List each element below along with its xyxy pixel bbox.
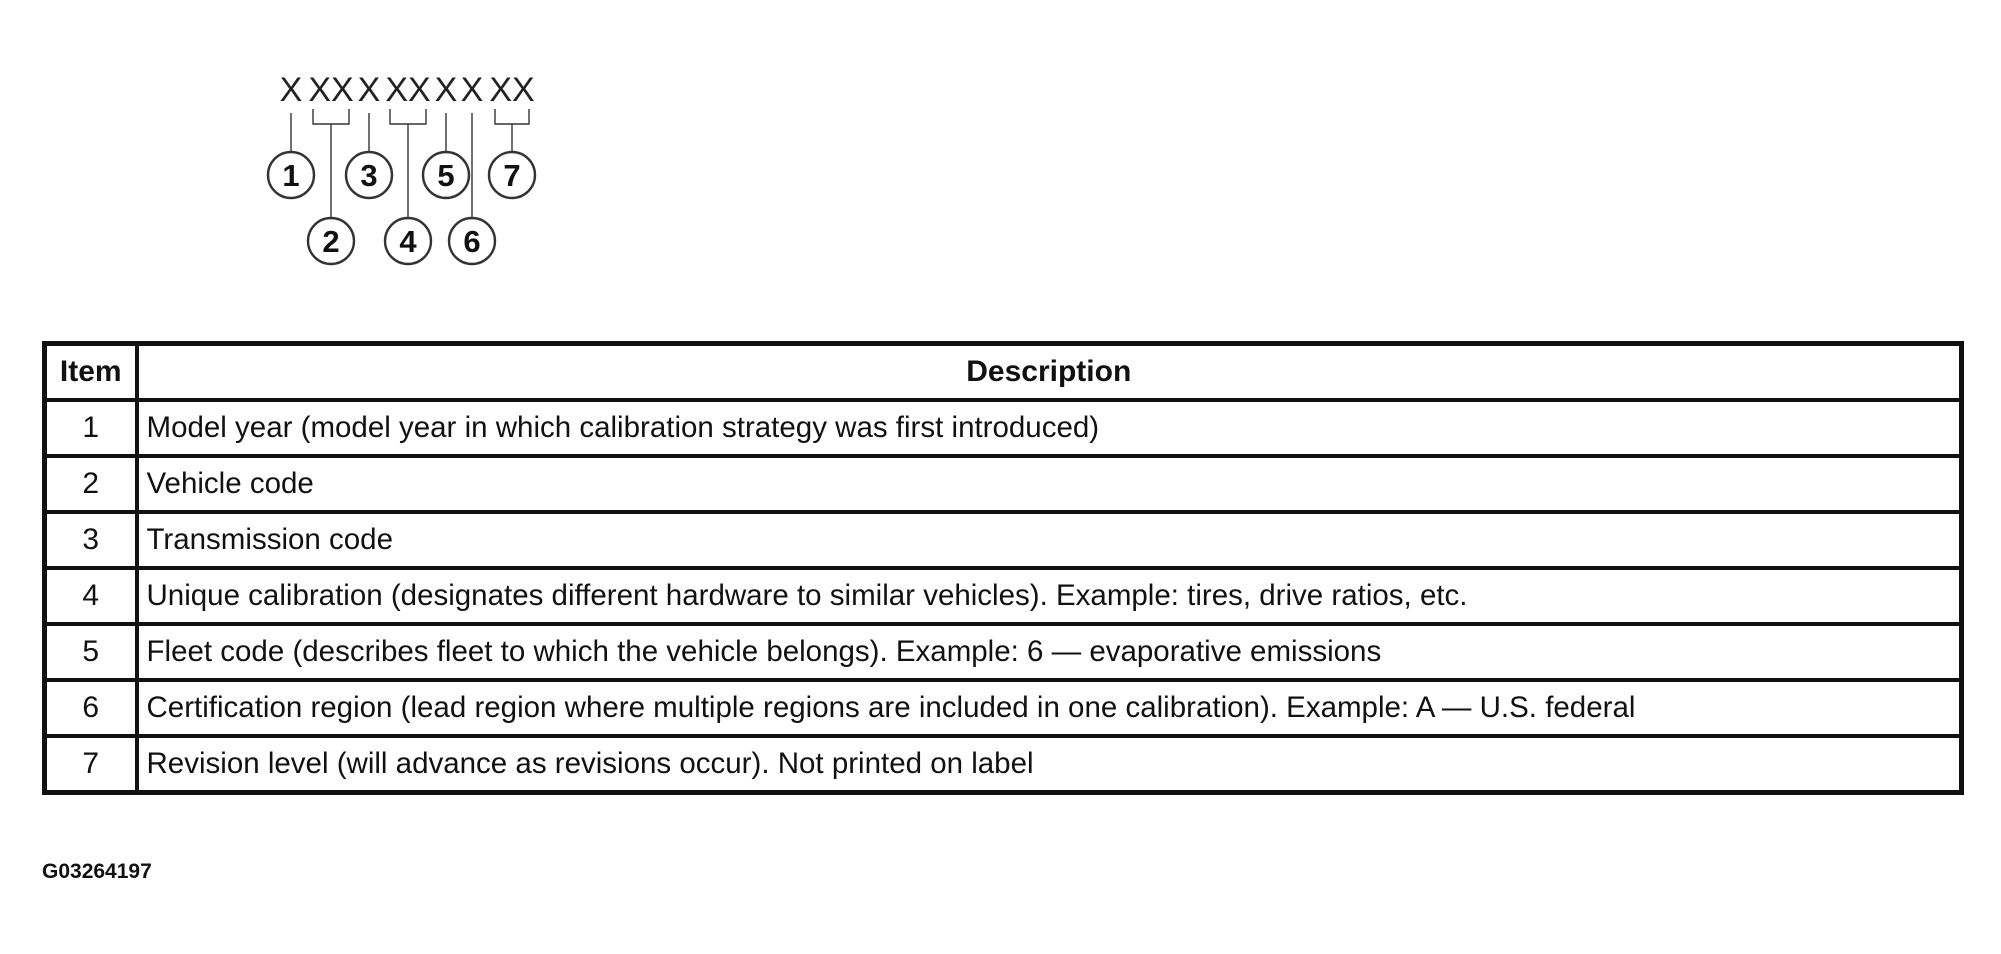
callout-4	[385, 218, 431, 264]
callout-7	[489, 152, 535, 198]
callout-1	[268, 152, 314, 198]
code-group-5: X	[434, 71, 458, 109]
code-group-3: X	[357, 71, 381, 109]
item-number: 5	[45, 624, 137, 680]
callout-2	[308, 218, 354, 264]
table-row	[45, 512, 1962, 568]
table-row	[45, 456, 1962, 512]
leader-bracket-7	[495, 109, 529, 124]
leader-bracket-4	[390, 109, 426, 124]
code-group-4: XX	[385, 71, 431, 109]
figure-id: G03264197	[42, 860, 152, 883]
item-description: Revision level (will advance as revisions occur). Not printed on label	[137, 736, 1962, 793]
code-group-6: X	[460, 71, 484, 109]
table-row	[45, 624, 1962, 680]
column-header-item: Item	[45, 344, 137, 401]
item-number: 3	[45, 512, 137, 568]
callout-label-2: 2	[322, 224, 340, 259]
code-group-2: XX	[308, 71, 354, 109]
item-number: 7	[45, 736, 137, 793]
item-number: 2	[45, 456, 137, 512]
callout-label-3: 3	[360, 158, 378, 193]
item-description-table	[42, 341, 1964, 795]
item-description: Transmission code	[137, 512, 1962, 568]
code-group-7: XX	[489, 71, 535, 109]
code-group-1: X	[279, 71, 303, 109]
leader-bracket-2	[313, 109, 349, 124]
callout-label-1: 1	[282, 158, 300, 193]
item-number: 4	[45, 568, 137, 624]
callout-label-6: 6	[463, 224, 481, 259]
callout-6	[449, 218, 495, 264]
column-header-description: Description	[137, 344, 1962, 401]
calibration-code-diagram	[0, 0, 2001, 300]
item-description: Fleet code (describes fleet to which the vehicle belongs). Example: 6 — evaporative emissions	[137, 624, 1962, 680]
item-number: 1	[45, 400, 137, 456]
table-header-row	[45, 344, 1962, 401]
callout-label-7: 7	[503, 158, 521, 193]
callout-3	[346, 152, 392, 198]
calibration-code	[280, 71, 535, 109]
table-row	[45, 400, 1962, 456]
callout-label-5: 5	[437, 158, 455, 193]
item-description: Vehicle code	[137, 456, 1962, 512]
table-row	[45, 736, 1962, 793]
item-description: Unique calibration (designates different hardware to similar vehicles). Example: tires, drive ratios, etc.	[137, 568, 1962, 624]
table-row	[45, 568, 1962, 624]
item-description: Certification region (lead region where multiple regions are included in one calibration). Example: A — U.S. federal	[137, 680, 1962, 736]
table-row	[45, 680, 1962, 736]
item-description: Model year (model year in which calibration strategy was first introduced)	[137, 400, 1962, 456]
callout-5	[423, 152, 469, 198]
callout-label-4: 4	[399, 224, 417, 259]
item-number: 6	[45, 680, 137, 736]
